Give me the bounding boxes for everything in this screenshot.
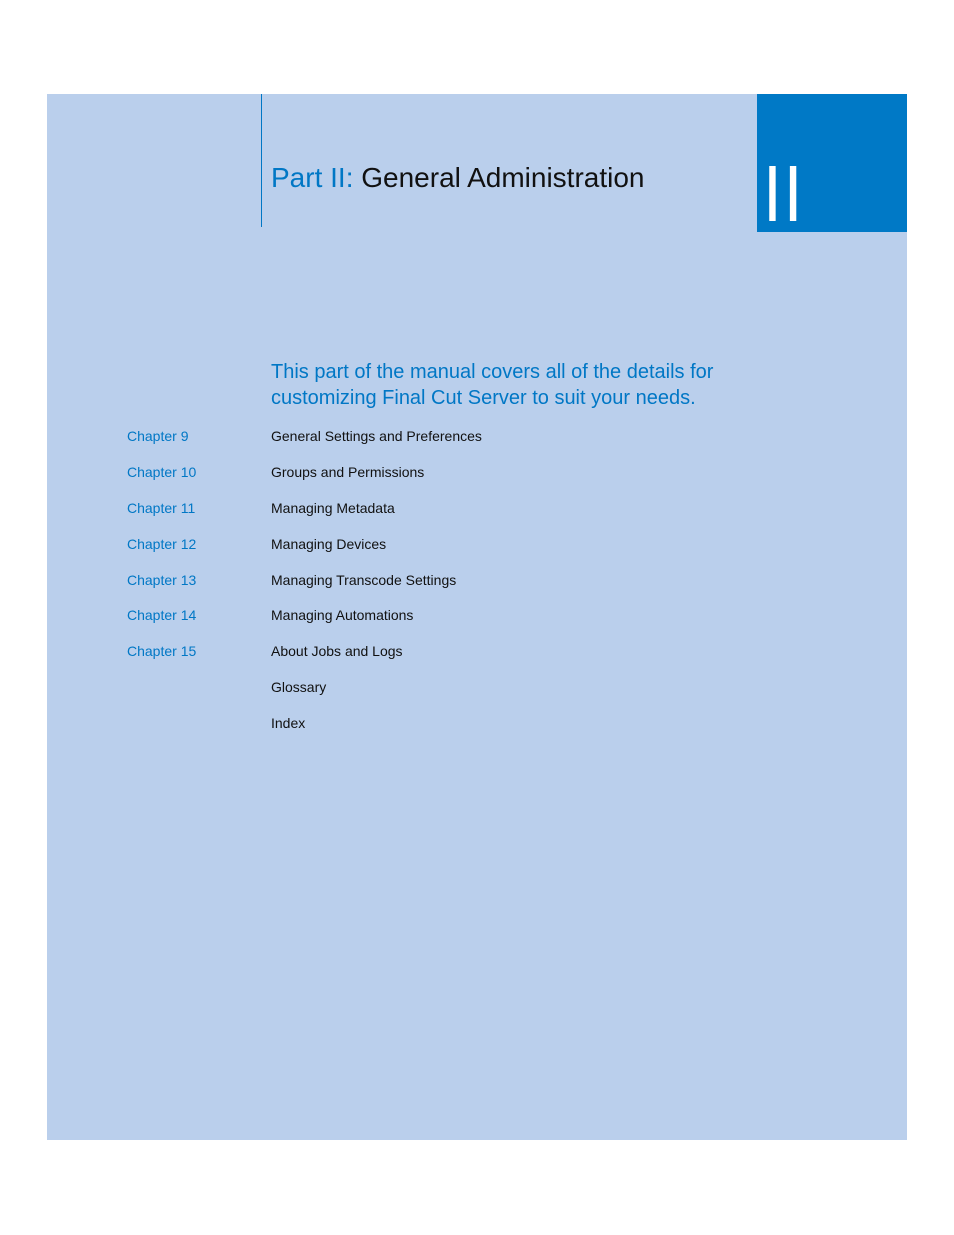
toc-chapter-title[interactable]: Managing Devices — [271, 535, 387, 552]
toc-item[interactable] — [0, 604, 954, 640]
toc-item[interactable] — [0, 497, 954, 533]
toc-chapter-number: Chapter 11 — [127, 499, 196, 516]
toc-chapter-number: Chapter 12 — [127, 535, 197, 552]
toc-item[interactable] — [0, 461, 954, 497]
toc-item[interactable] — [0, 676, 954, 712]
toc-chapter-title[interactable]: Groups and Permissions — [271, 463, 425, 480]
toc-chapter-title[interactable]: Managing Transcode Settings — [271, 571, 457, 588]
toc-glossary-title[interactable]: Glossary — [271, 679, 327, 696]
toc-item[interactable] — [0, 640, 954, 676]
toc-chapter-title[interactable]: General Settings and Preferences — [271, 428, 482, 444]
part-numeral: II — [763, 149, 805, 238]
part-label: Part II: — [271, 162, 354, 193]
toc-chapter-title[interactable]: Managing Automations — [271, 607, 414, 624]
toc-chapter-number: Chapter 14 — [127, 607, 197, 624]
page-title — [271, 158, 645, 198]
toc-index-title[interactable]: Index — [271, 715, 306, 732]
part-name: General Administration — [361, 162, 645, 193]
toc-item[interactable] — [0, 425, 954, 461]
table-of-contents — [0, 425, 954, 748]
title-divider-rule — [261, 94, 262, 227]
toc-chapter-number: Chapter 10 — [127, 463, 197, 480]
toc-chapter-title[interactable]: About Jobs and Logs — [271, 643, 403, 660]
toc-chapter-number: Chapter 15 — [127, 643, 197, 660]
toc-chapter-number: Chapter 13 — [127, 571, 197, 588]
toc-item[interactable] — [0, 533, 954, 569]
toc-item[interactable] — [0, 712, 954, 748]
intro-paragraph: This part of the manual covers all of the details for customizing Final Cut Server to suit your needs. — [271, 361, 714, 409]
toc-item[interactable] — [0, 569, 954, 605]
toc-chapter-title[interactable]: Managing Metadata — [271, 499, 395, 516]
toc-chapter-number: Chapter 9 — [127, 428, 189, 444]
